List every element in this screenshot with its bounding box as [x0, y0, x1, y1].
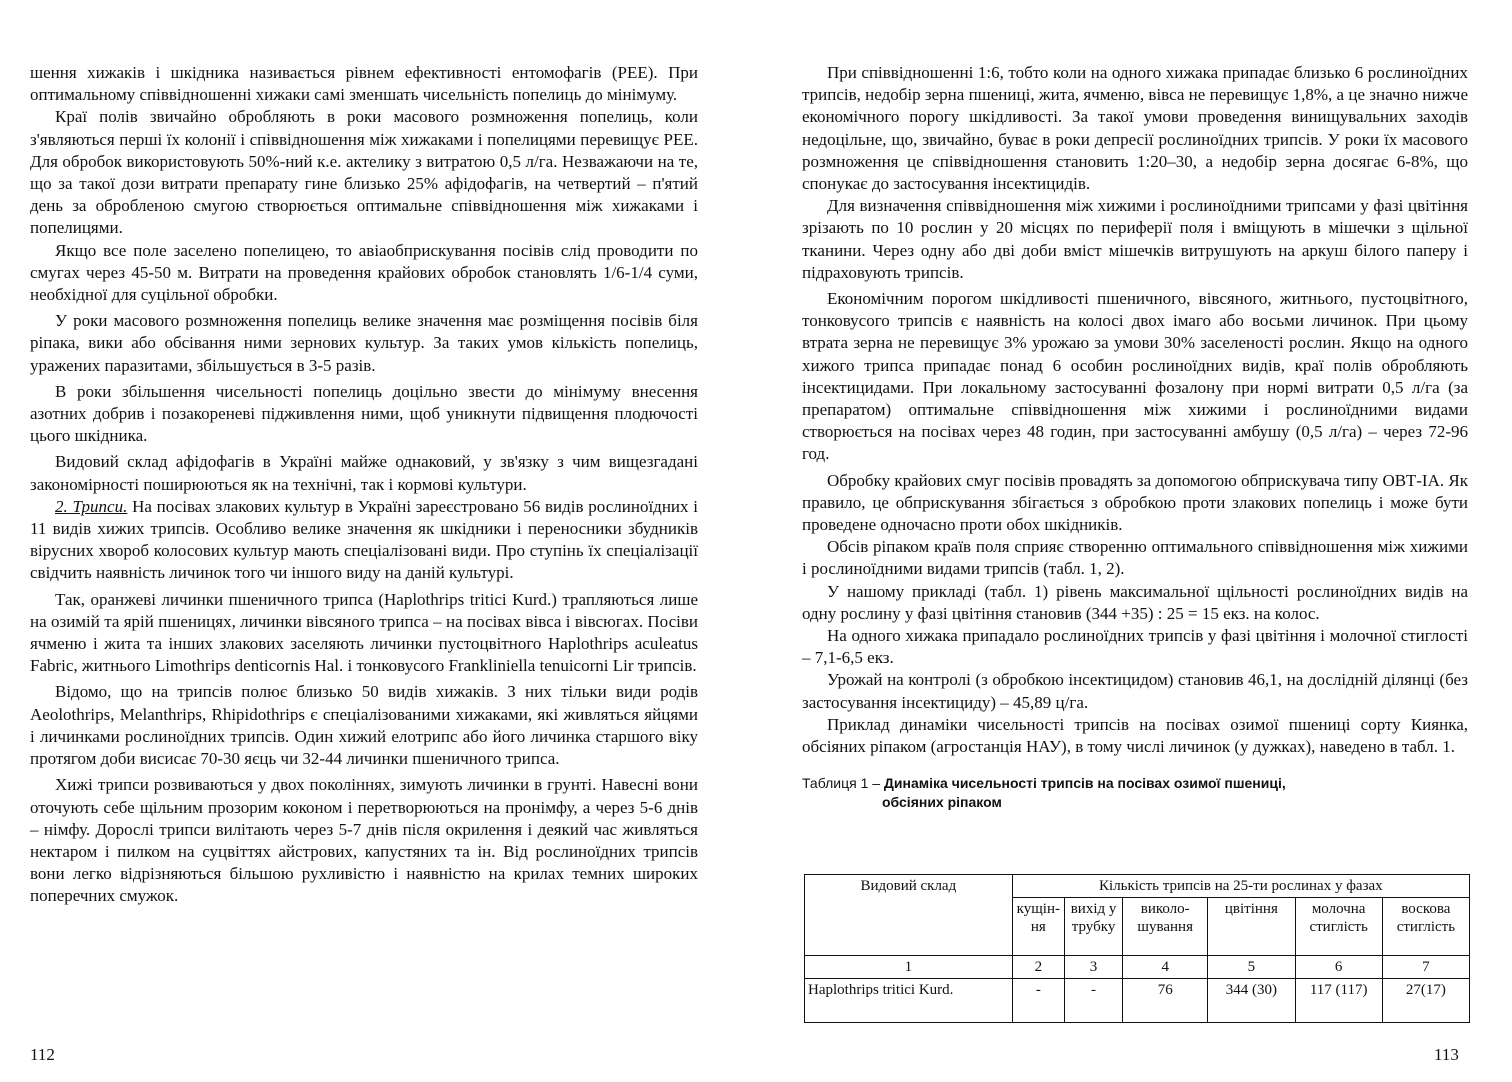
table-header-group: Кількість трипсів на 25-ти рослинах у фазах — [1012, 875, 1469, 898]
paragraph: Видовий склад афідофагів в Україні майже однаковий, у зв'язку з чим вищезгадані закономірності поширюються як на технічні, так і кормові культури. — [30, 452, 698, 494]
table-header-row — [805, 875, 1470, 898]
paragraph: Урожай на контролі (з обробкою інсектицидом) становив 46,1, на дослідній ділянці (без застосування інсектициду) – 45,89 ц/га. — [802, 670, 1468, 712]
table-index-row — [805, 956, 1470, 979]
paragraph: В роки збільшення чисельності попелиць доцільно звести до мінімуму внесення азотних добрив і позакореневі підживлення ними, щоб уникнути підвищення плодючості цього шкідника. — [30, 381, 698, 446]
table-header-phase: воскова стиглість — [1382, 898, 1469, 956]
paragraph: У роки масового розмноження попелиць велике значення має розміщення посівів біля ріпака, вики або обсівання ними зернових культур. За таких умов кількість попелиць, уражених паразитами, збільшується в 3-5 разів. — [30, 311, 698, 375]
table-cell: 6 — [1295, 956, 1382, 979]
paragraph: На одного хижака припадало рослиноїдних трипсів у фазі цвітіння і молочної стиглості – 7,1-6,5 екз. — [802, 626, 1468, 668]
table-header-phase: молочна стиглість — [1295, 898, 1382, 956]
paragraph: Економічним порогом шкідливості пшеничного, вівсяного, житнього, пустоцвітного, тонковусого трипсів є наявність на колосі двох імаго або восьми личинок. При цьому втрата зерна не перевищує 3% урожаю за умови 30% заселеності рослин. Якщо на одного хижого трипса припадає понад 6 особин рослиноїдних видів, краї полів обробляють інсектицидами. При локальному застосуванні фозалону при нормі витрати 0,5 л/га (за препаратом) оптимальне співвідношення між хижими і рослиноїдними видами створюється на посівах через 48 годин, при застосуванні амбушу (0,5 л/га) – через 72-96 год. — [802, 289, 1468, 464]
table-row — [805, 979, 1470, 1023]
paragraph: Хижі трипси розвиваються у двох поколіннях, зимують личинки в грунті. Навесні вони оточують себе щільним прозорим коконом і перетворюються на пронімфу, а через 5-6 днів – німфу. Дорослі трипси вилітають через 5-7 днів після окрилення і деякий час живляться нектаром і пилком на суцвіттях айстрових, капустяних та ін. Від рослиноїдних трипсів вони легко відрізняються більшою рухливістю і наявністю на крилах темних широких поперечних смужок. — [30, 775, 698, 906]
table-caption-lead: Таблиця 1 – — [802, 775, 881, 792]
page-number-left: 112 — [30, 1045, 55, 1064]
paragraph: Приклад динаміки чисельності трипсів на посівах озимої пшениці сорту Киянка, обсіяних ріпаком (агростанція НАУ), в тому числі личинок (у дужках), наведено в табл. 1. — [802, 714, 1468, 757]
table-header-phase: кущін-ня — [1012, 898, 1064, 956]
section-heading: 2. Трипси. — [55, 496, 128, 516]
left-page — [30, 62, 698, 908]
table-cell: 4 — [1123, 956, 1208, 979]
paragraph: Відомо, що на трипсів полює близько 50 видів хижаків. З них тільки види родів Aeolothrips, Melanthrips, Rhipidothrips є спеціалізованими хижаками, які живляться яйцями і личинками рослиноїдних трипсів. Один хижий елотрипс або його личинка старшого віку протягом доби висисає 70-30 яєць чи 32-44 личинки пшеничного трипса. — [30, 682, 698, 769]
paragraph: Якщо все поле заселено попелицею, то авіаобприскування посівів слід проводити по смугах через 45-50 м. Витрати на проведення крайових обробок становлять 1/6-1/4 суми, необхідної для суцільної обробки. — [30, 240, 698, 305]
table-cell-species: Haplothrips tritici Kurd. — [805, 979, 1013, 1023]
paragraph: Для визначення співвідношення між хижими і рослиноїдними трипсами у фазі цвітіння зрізають по 10 рослин у 20 місцях по периферії поля і вміщують в мішечки з щільної тканини. Через одну або дві доби вміст мішечків витрушують на аркуш білого паперу і підраховують трипсів. — [802, 196, 1468, 282]
paragraph: Обсів ріпаком країв поля сприяє створенню оптимального співвідношення між хижими і рослиноїдними видами трипсів (табл. 1, 2). — [802, 537, 1468, 579]
right-page — [802, 62, 1468, 998]
paragraph: У нашому прикладі (табл. 1) рівень максимальної щільності рослиноїдних видів на одну рослину у фазі цвітіння становив (344 +35) : 25 = 15 екз. на колос. — [802, 581, 1468, 623]
table-cell: 3 — [1064, 956, 1122, 979]
paragraph: При співвідношенні 1:6, тобто коли на одного хижака припадає близько 6 рослиноїдних трипсів, недобір зерна пшениці, жита, ячменю, вівса не перевищує 1,8%, а це значно нижче економічного порогу шкідливості. За такої умови проведення винищувальних заходів недоцільне, що, звичайно, буває в роки депресії рослиноїдних трипсів. У роки їх масового розмноження це співвідношення становить 1:20–30, а недобір зерна досягає 6-8%, що спонукає до застосування інсектицидів. — [802, 63, 1468, 194]
paragraph-thrips — [30, 496, 698, 585]
table-cell: 27(17) — [1382, 979, 1469, 1023]
table-cell: 117 (117) — [1295, 979, 1382, 1023]
table-cell: 2 — [1012, 956, 1064, 979]
table-header-species: Видовий склад — [805, 875, 1013, 956]
paragraph: шення хижаків і шкідника називається рівнем ефективності ентомофагів (РЕЕ). При оптимальному співвідношенні хижаки самі зменшать чисельність попелиць до мінімуму. — [30, 63, 698, 105]
table-cell: 344 (30) — [1208, 979, 1295, 1023]
table-cell: 5 — [1208, 956, 1295, 979]
table-cell: - — [1064, 979, 1122, 1023]
page-number-right: 113 — [1434, 1045, 1459, 1064]
paragraph-text: На посівах злакових культур в Україні зареєстровано 56 видів рослиноїдних і 11 видів хижих трипсів. Особливо велике значення як шкідники і переносники збудників вірусних хвороб колосових культур мають спеціалізовані види. Про ступінь їх спеціалізації свідчить наявність личинок того чи іншого виду на даній культурі. — [30, 496, 698, 583]
table-cell: 76 — [1123, 979, 1208, 1023]
table-header-phase: цвітіння — [1208, 898, 1295, 956]
table-header-phase: виколо-шування — [1123, 898, 1208, 956]
paragraph: Обробку крайових смуг посівів провадять за допомогою обприскувача типу ОВТ-ІА. Як правило, це обприскування збігається з обробкою проти злакових попелиць і може бути проведене одночасно проти обох шкідників. — [802, 470, 1468, 535]
table-cell: 1 — [805, 956, 1013, 979]
table-caption-line1: Динаміка чисельності трипсів на посівах озимої пшениці, — [880, 775, 1286, 792]
table-cell: - — [1012, 979, 1064, 1023]
table-caption — [802, 774, 1468, 812]
paragraph: Так, оранжеві личинки пшеничного трипса (Haplothrips tritici Kurd.) трапляються лише на озимій та ярій пшеницях, личинки вівсяного трипса – на посівах вівса і вівсюгах. Посіви ячменю і жита та інших злакових заселяють личинки пустоцвітного Haplothrips aculeatus Fabric, житнього Limothrips denticornis Hal. і тонковусого Frankliniella tenuicorni Lir трипсів. — [30, 589, 698, 676]
paragraph: Краї полів звичайно обробляють в роки масового розмноження попелиць, коли з'являються перші їх колонії і співвідношення між хижаками і попелицями перевищує РЕЕ. Для обробок використовують 50%-ний к.е. актелику з витратою 0,5 л/га. Незважаючи на те, що за такої дози витрати препарату гине близько 25% афідофагів, на четвертий – п'ятий день за обробленою смугою створюється оптимальне співвідношення між хижаками і попелицями. — [30, 107, 698, 238]
thrips-table — [804, 874, 1470, 1023]
table-header-phase: вихід у трубку — [1064, 898, 1122, 956]
table-cell: 7 — [1382, 956, 1469, 979]
table-caption-line2: обсіяних ріпаком — [882, 794, 1002, 811]
